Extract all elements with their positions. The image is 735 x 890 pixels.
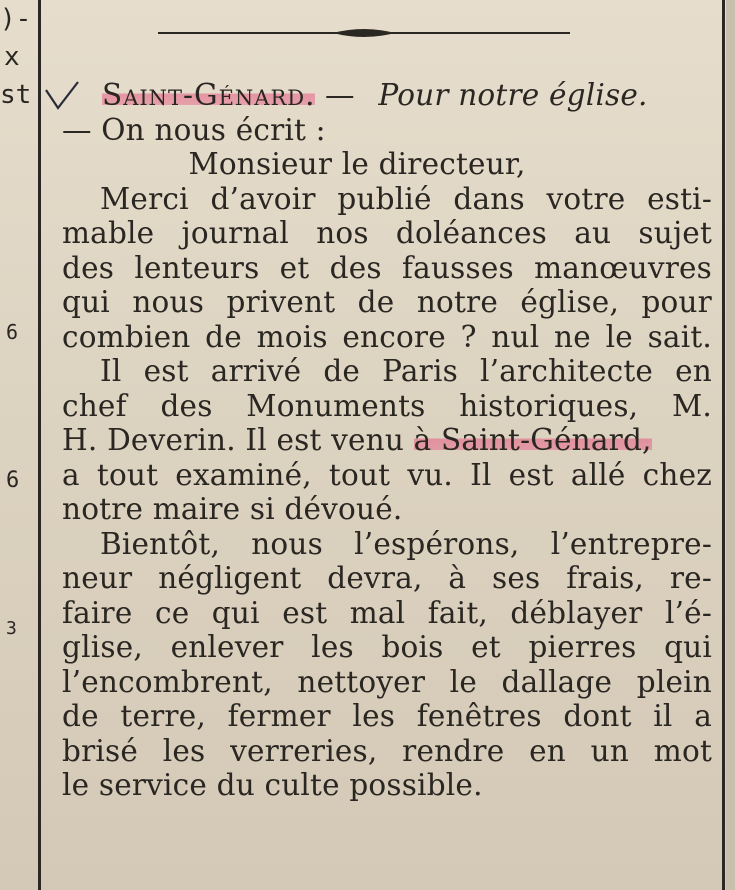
article-line: Il est arrivé de Paris l’architecte en — [100, 354, 712, 388]
article-line: Merci d’avoir publié dans votre esti- — [100, 181, 712, 216]
heading-dash: — — [315, 78, 365, 112]
article-line: chef des Monuments historiques, M. — [62, 388, 712, 423]
article-heading — [62, 78, 712, 113]
article-salutation: Monsieur le directeur, — [188, 147, 526, 181]
article-body — [62, 78, 712, 803]
place-name: Saint-Génard, — [440, 423, 652, 457]
margin-fragment: 3 — [6, 618, 17, 639]
heading-title: Pour notre église. — [378, 78, 648, 112]
article-line: des lenteurs et des fausses manœuvres — [62, 250, 712, 285]
article-line: l’encombrent, nettoyer le dallage plein — [62, 664, 712, 699]
article-line: qui nous privent de notre église, pour — [62, 285, 712, 319]
article-line: neur négligent devra, à ses frais, re- — [62, 561, 712, 595]
venu-a: à — [413, 423, 441, 457]
article-line: a tout examiné, tout vu. Il est allé chez — [62, 457, 712, 492]
highlighted-place — [414, 423, 652, 457]
column-rule-right — [722, 0, 725, 890]
article-line: mable journal nos doléances au sujet — [62, 216, 712, 250]
article-line: faire ce qui est mal fait, déblayer l’é- — [62, 595, 712, 630]
article-line — [62, 423, 712, 458]
section-separator-ornament — [158, 24, 570, 42]
article-line: notre maire si dévoué. — [62, 492, 403, 526]
margin-fragment: 6 — [6, 320, 19, 344]
line-part: H. Deverin. Il est venu — [62, 423, 414, 457]
column-rule-left — [38, 0, 41, 890]
article-line: brisé les verreries, rendre en un mot — [62, 733, 712, 768]
article-line: le service du culte possible. — [62, 768, 483, 802]
margin-fragment: x — [4, 42, 20, 72]
margin-fragment: st — [0, 80, 32, 110]
margin-fragment: )- — [0, 4, 32, 34]
article-line: de terre, fermer les fenêtres dont il a — [62, 699, 712, 733]
article-intro: — On nous écrit : — [62, 112, 326, 147]
heading-place: Saint-Génard. — [102, 78, 316, 112]
right-margin — [726, 0, 735, 890]
article-line: Bientôt, nous l’espérons, l’entrepre- — [100, 526, 712, 561]
margin-fragment: 6 — [6, 468, 20, 493]
article-line: glise, enlever les bois et pierres qui — [62, 630, 712, 664]
article-line: combien de mois encore ? nul ne le sait. — [62, 319, 712, 354]
